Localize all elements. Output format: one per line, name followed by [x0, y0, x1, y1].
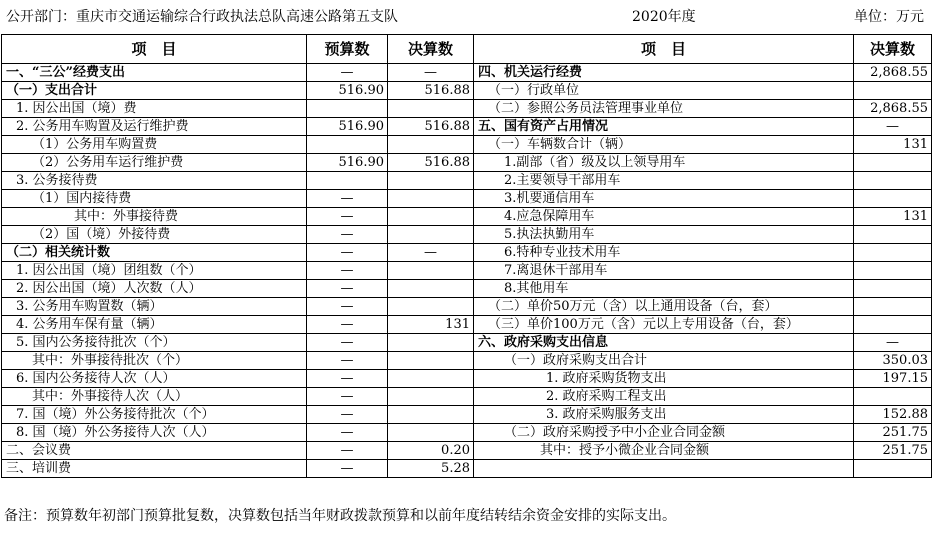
- left-actual-value: —: [388, 244, 474, 262]
- right-item-label: 2.主要领导干部用车: [474, 172, 854, 190]
- left-item-label: 3. 公务用车购置数（辆）: [2, 298, 307, 316]
- left-budget-value: —: [307, 262, 388, 280]
- left-actual-value: [388, 388, 474, 406]
- left-budget-value: —: [307, 298, 388, 316]
- table-header-row: [2, 35, 932, 64]
- right-actual-value: 152.88: [854, 406, 932, 424]
- right-actual-value: —: [854, 118, 932, 136]
- right-item-label: （二）参照公务员法管理事业单位: [474, 100, 854, 118]
- table-row: [2, 316, 932, 334]
- left-item-label: 三、培训费: [2, 460, 307, 478]
- left-item-label: （2）公务用车运行维护费: [2, 154, 307, 172]
- left-actual-value: 516.88: [388, 118, 474, 136]
- table-row: [2, 334, 932, 352]
- right-item-label: （二）单价50万元（含）以上通用设备（台，套）: [474, 298, 854, 316]
- right-item-label: [474, 460, 854, 478]
- left-item-label: 5. 国内公务接待批次（个）: [2, 334, 307, 352]
- column-header-budget: 预算数: [307, 35, 388, 64]
- department-label: 公开部门：重庆市交通运输综合行政执法总队高速公路第五支队: [6, 9, 398, 25]
- right-item-label: （三）单价100万元（含）元以上专用设备（台，套）: [474, 316, 854, 334]
- left-actual-value: [388, 280, 474, 298]
- left-budget-value: —: [307, 460, 388, 478]
- left-actual-value: 516.88: [388, 154, 474, 172]
- right-item-label: 6.特种专业技术用车: [474, 244, 854, 262]
- left-budget-value: —: [307, 280, 388, 298]
- left-actual-value: [388, 334, 474, 352]
- left-actual-value: —: [388, 64, 474, 82]
- table-row: [2, 190, 932, 208]
- right-actual-value: 131: [854, 208, 932, 226]
- table-row: [2, 298, 932, 316]
- table-row: [2, 244, 932, 262]
- left-actual-value: 516.88: [388, 82, 474, 100]
- table-row: [2, 208, 932, 226]
- left-actual-value: [388, 424, 474, 442]
- right-item-label: （一）政府采购支出合计: [474, 352, 854, 370]
- right-actual-value: 2,868.55: [854, 64, 932, 82]
- right-actual-value: [854, 190, 932, 208]
- left-budget-value: —: [307, 424, 388, 442]
- left-budget-value: 516.90: [307, 82, 388, 100]
- right-item-label: 7.离退休干部用车: [474, 262, 854, 280]
- right-item-label: （一）行政单位: [474, 82, 854, 100]
- table-row: [2, 424, 932, 442]
- table-row: [2, 118, 932, 136]
- left-budget-value: [307, 136, 388, 154]
- table-row: [2, 406, 932, 424]
- right-actual-value: 2,868.55: [854, 100, 932, 118]
- left-budget-value: —: [307, 244, 388, 262]
- table-row: [2, 82, 932, 100]
- column-header-item-right: 项 目: [474, 35, 854, 64]
- right-item-label: 3.机要通信用车: [474, 190, 854, 208]
- right-actual-value: [854, 316, 932, 334]
- left-actual-value: [388, 370, 474, 388]
- left-budget-value: —: [307, 64, 388, 82]
- left-budget-value: —: [307, 226, 388, 244]
- right-item-label: 五、国有资产占用情况: [474, 118, 854, 136]
- left-budget-value: —: [307, 442, 388, 460]
- unit-label: 单位：万元: [854, 9, 924, 25]
- right-actual-value: [854, 298, 932, 316]
- right-item-label: 四、机关运行经费: [474, 64, 854, 82]
- right-actual-value: [854, 82, 932, 100]
- report-header: [0, 6, 932, 26]
- left-budget-value: —: [307, 406, 388, 424]
- right-actual-value: 131: [854, 136, 932, 154]
- left-actual-value: 131: [388, 316, 474, 334]
- right-actual-value: [854, 244, 932, 262]
- left-item-label: （一）支出合计: [2, 82, 307, 100]
- left-item-label: 其中：外事接待费: [2, 208, 307, 226]
- column-header-item: 项 目: [2, 35, 307, 64]
- column-header-actual: 决算数: [388, 35, 474, 64]
- table-row: [2, 370, 932, 388]
- left-actual-value: [388, 208, 474, 226]
- left-budget-value: —: [307, 208, 388, 226]
- right-actual-value: [854, 262, 932, 280]
- right-actual-value: 197.15: [854, 370, 932, 388]
- left-item-label: （二）相关统计数: [2, 244, 307, 262]
- left-item-label: 其中：外事接待批次（个）: [2, 352, 307, 370]
- year-label: 2020年度: [632, 9, 696, 25]
- right-item-label: 2. 政府采购工程支出: [474, 388, 854, 406]
- left-item-label: （1）国内接待费: [2, 190, 307, 208]
- table-row: [2, 388, 932, 406]
- left-item-label: （2）国（境）外接待费: [2, 226, 307, 244]
- left-actual-value: [388, 226, 474, 244]
- table-row: [2, 226, 932, 244]
- left-actual-value: [388, 100, 474, 118]
- right-actual-value: 251.75: [854, 424, 932, 442]
- right-item-label: 1.副部（省）级及以上领导用车: [474, 154, 854, 172]
- right-actual-value: 350.03: [854, 352, 932, 370]
- three-public-expenditure-table: [1, 34, 932, 478]
- left-budget-value: [307, 172, 388, 190]
- left-actual-value: [388, 136, 474, 154]
- left-item-label: 4. 公务用车保有量（辆）: [2, 316, 307, 334]
- right-actual-value: 251.75: [854, 442, 932, 460]
- left-actual-value: [388, 262, 474, 280]
- left-budget-value: —: [307, 388, 388, 406]
- right-actual-value: [854, 172, 932, 190]
- left-item-label: 二、会议费: [2, 442, 307, 460]
- left-budget-value: —: [307, 370, 388, 388]
- left-actual-value: [388, 298, 474, 316]
- left-item-label: 一、“三公”经费支出: [2, 64, 307, 82]
- left-item-label: 其中：外事接待人次（人）: [2, 388, 307, 406]
- table-row: [2, 262, 932, 280]
- left-item-label: 6. 国内公务接待人次（人）: [2, 370, 307, 388]
- column-header-actual-right: 决算数: [854, 35, 932, 64]
- right-actual-value: [854, 154, 932, 172]
- left-budget-value: 516.90: [307, 154, 388, 172]
- left-actual-value: [388, 352, 474, 370]
- left-item-label: 2. 公务用车购置及运行维护费: [2, 118, 307, 136]
- table-row: [2, 64, 932, 82]
- table-row: [2, 136, 932, 154]
- left-budget-value: [307, 100, 388, 118]
- right-actual-value: [854, 280, 932, 298]
- table-row: [2, 352, 932, 370]
- right-item-label: （二）政府采购授予中小企业合同金额: [474, 424, 854, 442]
- right-actual-value: [854, 226, 932, 244]
- table-row: [2, 100, 932, 118]
- right-item-label: 其中：授予小微企业合同金额: [474, 442, 854, 460]
- left-budget-value: —: [307, 316, 388, 334]
- left-item-label: 3. 公务接待费: [2, 172, 307, 190]
- left-actual-value: [388, 190, 474, 208]
- left-actual-value: 0.20: [388, 442, 474, 460]
- right-item-label: 3. 政府采购服务支出: [474, 406, 854, 424]
- left-actual-value: [388, 406, 474, 424]
- left-budget-value: —: [307, 334, 388, 352]
- table-body: [2, 64, 932, 478]
- left-actual-value: [388, 172, 474, 190]
- right-item-label: （一）车辆数合计（辆）: [474, 136, 854, 154]
- left-item-label: 2. 因公出国（境）人次数（人）: [2, 280, 307, 298]
- left-actual-value: 5.28: [388, 460, 474, 478]
- left-item-label: 1. 因公出国（境）费: [2, 100, 307, 118]
- table-row: [2, 280, 932, 298]
- right-item-label: 1. 政府采购货物支出: [474, 370, 854, 388]
- left-item-label: 7. 国（境）外公务接待批次（个）: [2, 406, 307, 424]
- right-actual-value: —: [854, 334, 932, 352]
- left-item-label: 8. 国（境）外公务接待人次（人）: [2, 424, 307, 442]
- left-budget-value: —: [307, 190, 388, 208]
- right-actual-value: [854, 388, 932, 406]
- table-row: [2, 172, 932, 190]
- table-row: [2, 460, 932, 478]
- table-row: [2, 442, 932, 460]
- footnote: 备注：预算数年初部门预算批复数，决算数包括当年财政拨款预算和以前年度结转结余资金安排的实际支出。: [4, 508, 676, 524]
- right-actual-value: [854, 460, 932, 478]
- right-item-label: 4.应急保障用车: [474, 208, 854, 226]
- right-item-label: 8.其他用车: [474, 280, 854, 298]
- table-row: [2, 154, 932, 172]
- left-item-label: （1）公务用车购置费: [2, 136, 307, 154]
- left-budget-value: —: [307, 352, 388, 370]
- left-item-label: 1. 因公出国（境）团组数（个）: [2, 262, 307, 280]
- right-item-label: 5.执法执勤用车: [474, 226, 854, 244]
- right-item-label: 六、政府采购支出信息: [474, 334, 854, 352]
- left-budget-value: 516.90: [307, 118, 388, 136]
